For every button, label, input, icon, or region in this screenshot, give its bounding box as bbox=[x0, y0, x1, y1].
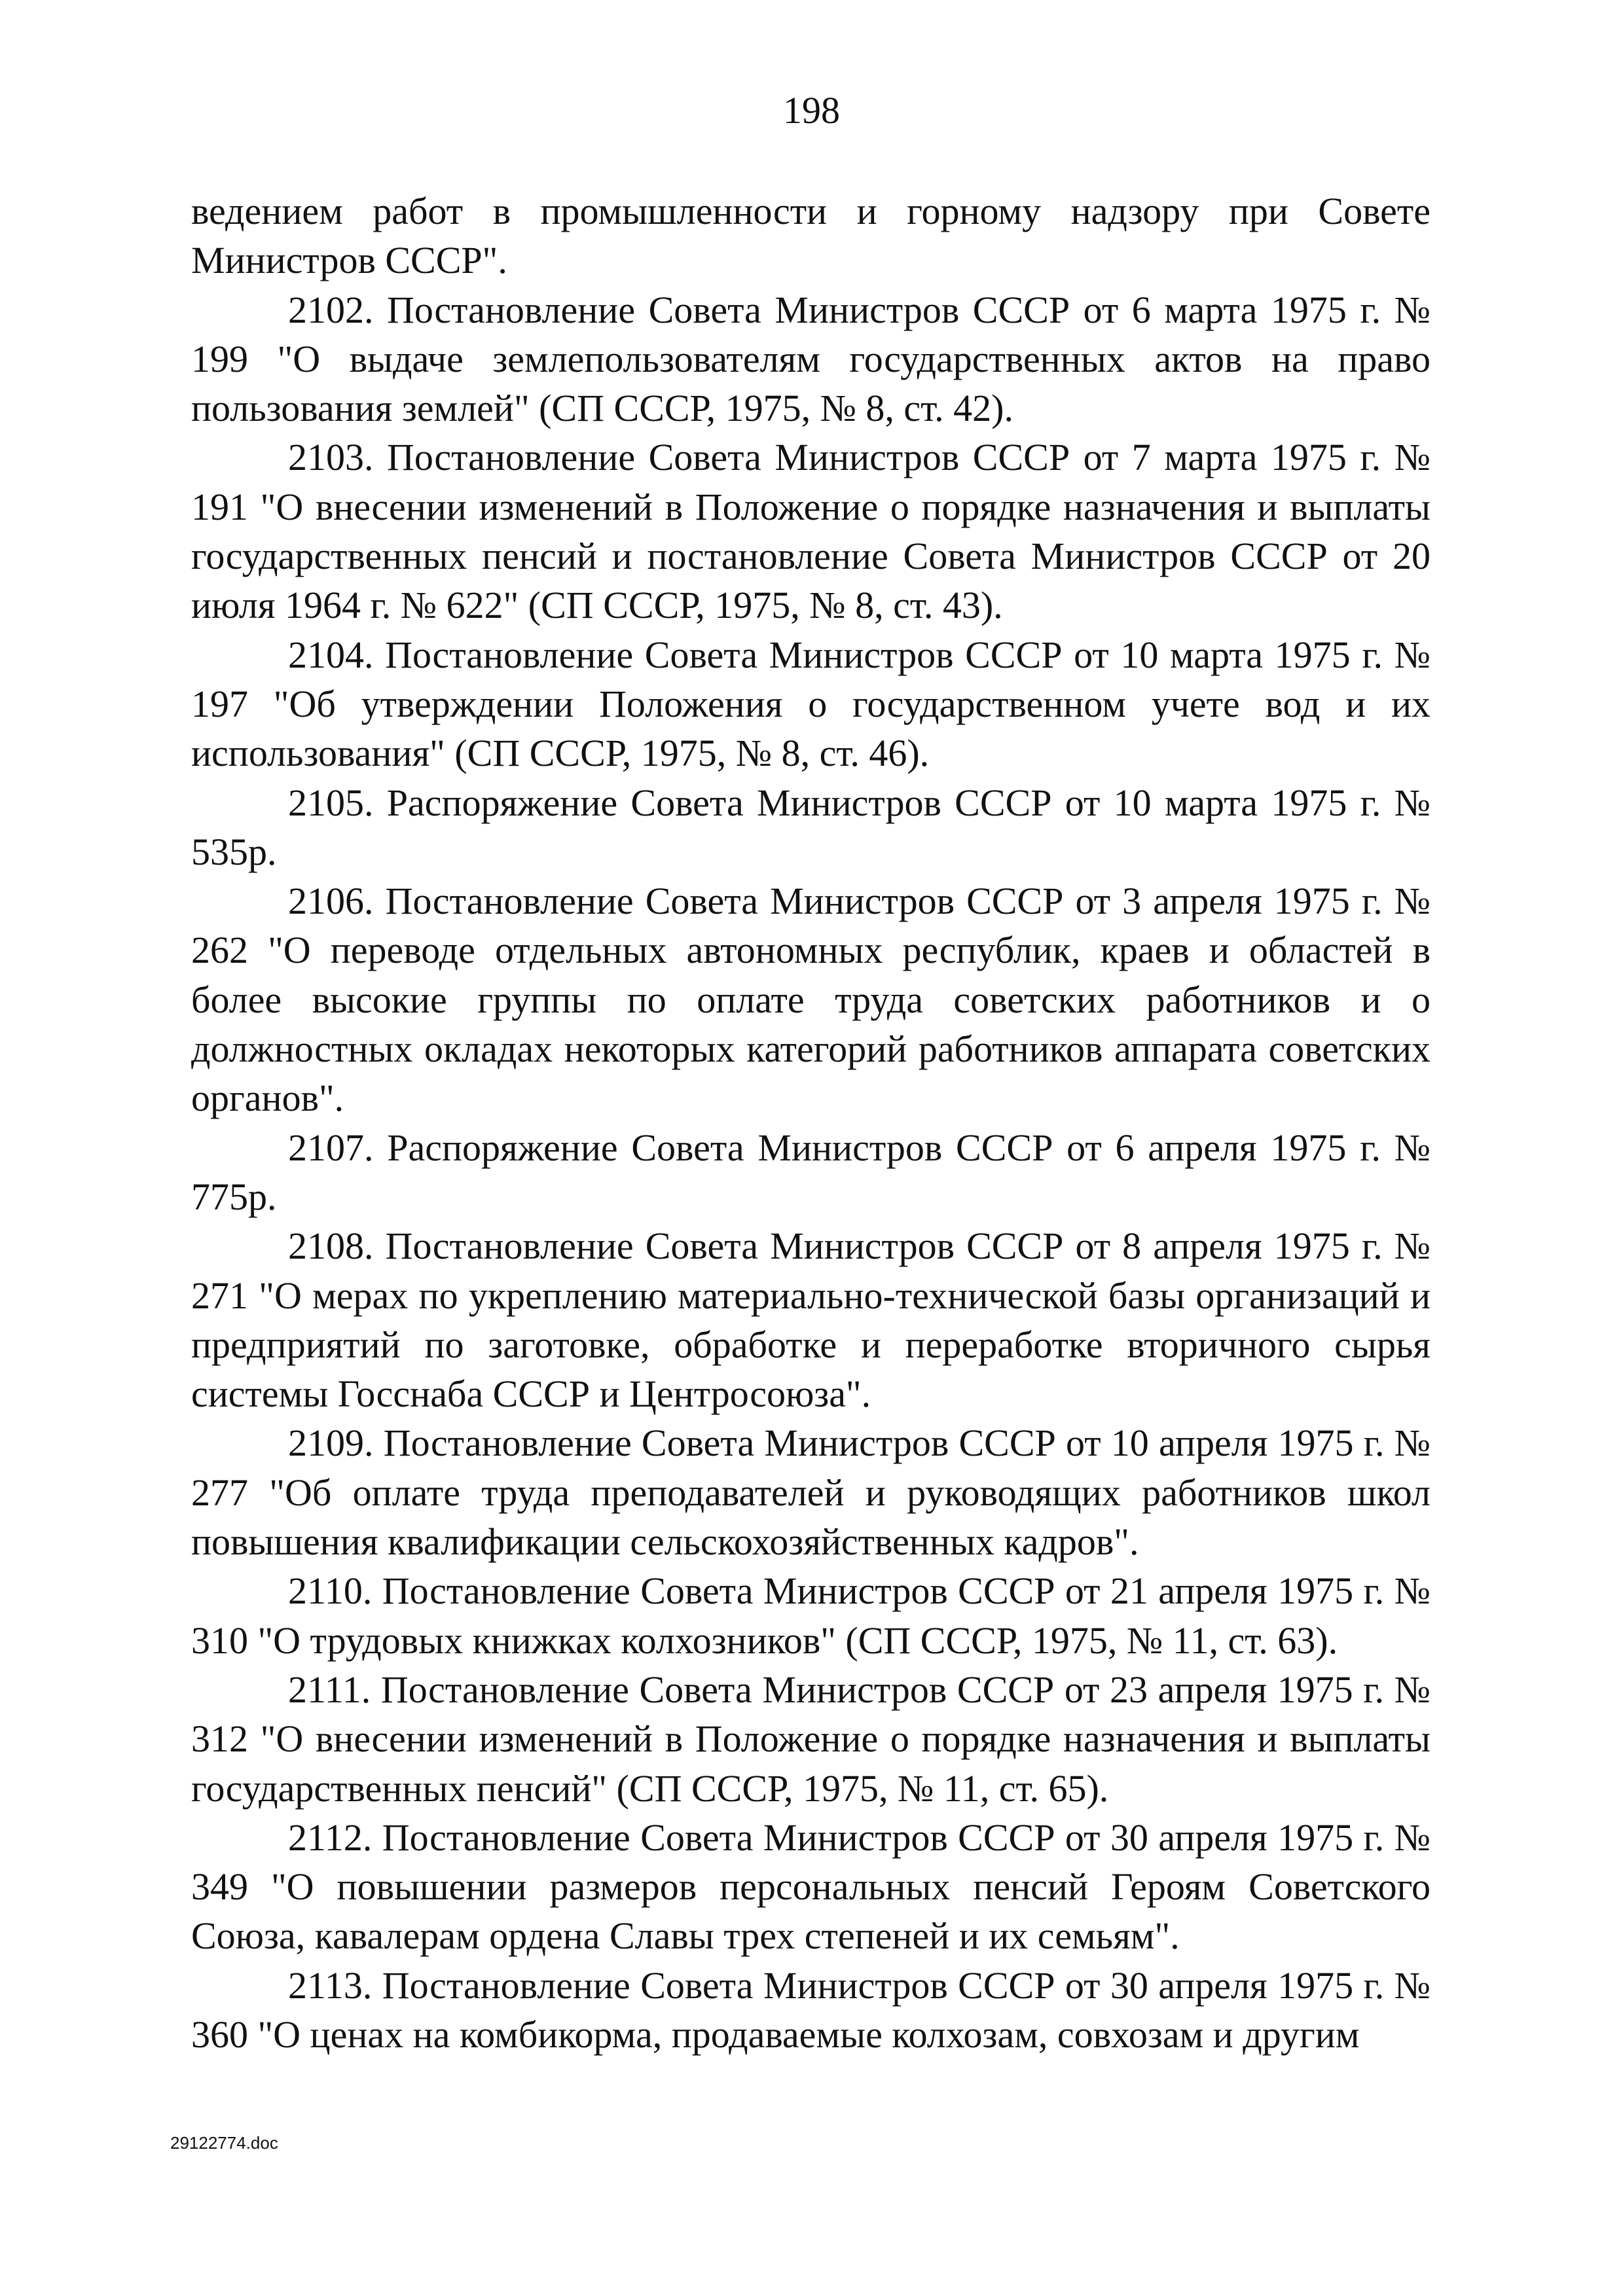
list-item-2110: 2110. Постановление Совета Министров СССР от 21 апреля 1975 г. № 310 "О трудовых книжках колхозников" (СП СССР, 1975, № 11, ст. 63). bbox=[191, 1570, 1431, 1662]
list-item-2106: 2106. Постановление Совета Министров СССР от 3 апреля 1975 г. № 262 "О переводе отдельных автономных республик, краев и областей в более высокие группы по оплате труда советских работников и о должностных окладах некоторых категорий работников аппарата советских органов". bbox=[191, 880, 1431, 1120]
list-item-2108: 2108. Постановление Совета Министров СССР от 8 апреля 1975 г. № 271 "О мерах по укреплению материально-технической базы организаций и предприятий по заготовке, обработке и переработке вторичного сырья системы Госснаба СССР и Центросоюза". bbox=[191, 1225, 1431, 1416]
paragraph-continuation: ведением работ в промышленности и горному надзору при Совете Министров СССР". bbox=[191, 190, 1431, 282]
document-body bbox=[191, 187, 1431, 2059]
list-item-2102: 2102. Постановление Совета Министров СССР от 6 марта 1975 г. № 199 "О выдаче землепользователям государственных актов на право пользования землей" (СП СССР, 1975, № 8, ст. 42). bbox=[191, 288, 1431, 430]
list-item-2104: 2104. Постановление Совета Министров СССР от 10 марта 1975 г. № 197 "Об утверждении Положения о государственном учете вод и их использования" (СП СССР, 1975, № 8, ст. 46). bbox=[191, 633, 1431, 775]
list-item-2109: 2109. Постановление Совета Министров СССР от 10 апреля 1975 г. № 277 "Об оплате труда преподавателей и руководящих работников школ повышения квалификации сельскохозяйственных кадров". bbox=[191, 1422, 1431, 1564]
list-item-2107: 2107. Распоряжение Совета Министров СССР от 6 апреля 1975 г. № 775р. bbox=[191, 1126, 1431, 1218]
list-item-2113: 2113. Постановление Совета Министров СССР от 30 апреля 1975 г. № 360 "О ценах на комбикорма, продаваемые колхозам, совхозам и другим bbox=[191, 1964, 1431, 2056]
list-item-2112: 2112. Постановление Совета Министров СССР от 30 апреля 1975 г. № 349 "О повышении размеров персональных пенсий Героям Советского Союза, кавалерам ордена Славы трех степеней и их семьям". bbox=[191, 1816, 1431, 1958]
page-number: 198 bbox=[783, 89, 840, 132]
footer-filename: 29122774.doc bbox=[170, 2133, 278, 2153]
list-item-2103: 2103. Постановление Совета Министров СССР от 7 марта 1975 г. № 191 "О внесении изменений в Положение о порядке назначения и выплаты государственных пенсий и постановление Совета Министров СССР от 20 июля 1964 г. № 622" (СП СССР, 1975, № 8, ст. 43). bbox=[191, 436, 1431, 627]
list-item-2111: 2111. Постановление Совета Министров СССР от 23 апреля 1975 г. № 312 "О внесении изменений в Положение о порядке назначения и выплаты государственных пенсий" (СП СССР, 1975, № 11, ст. 65). bbox=[191, 1668, 1431, 1810]
list-item-2105: 2105. Распоряжение Совета Министров СССР от 10 марта 1975 г. № 535р. bbox=[191, 781, 1431, 873]
